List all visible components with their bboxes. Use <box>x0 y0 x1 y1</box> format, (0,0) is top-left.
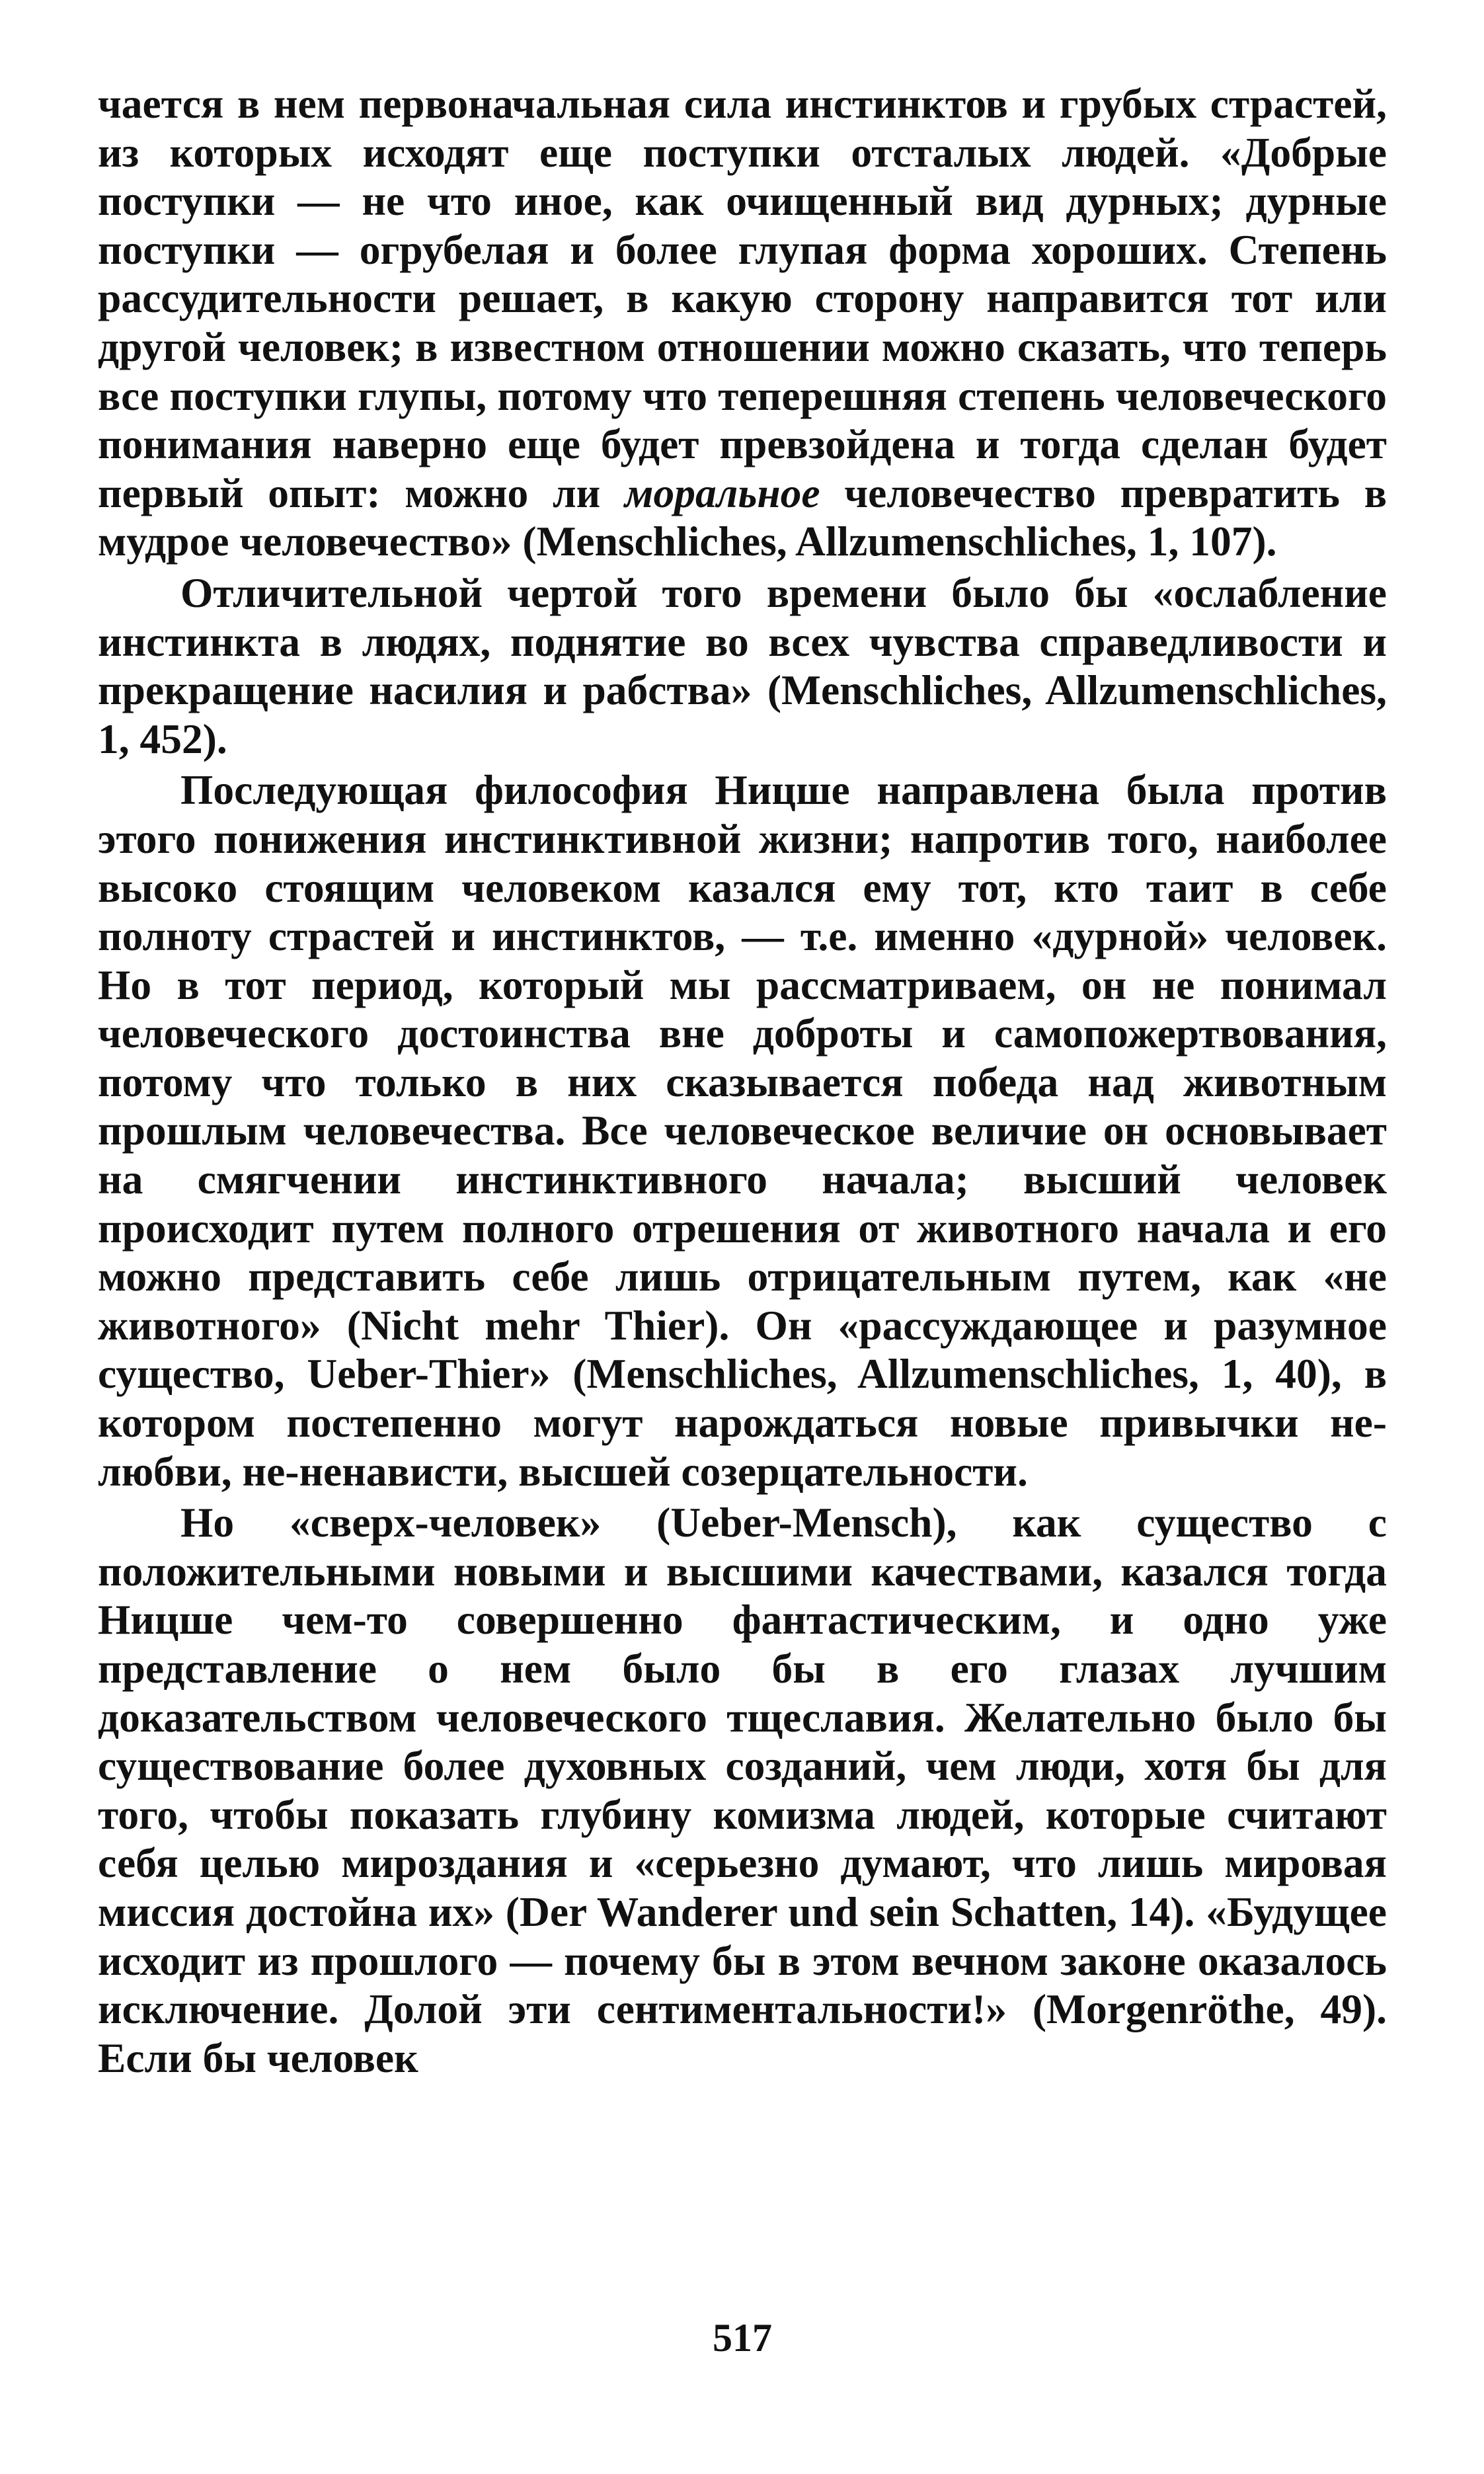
paragraph-2: Отличительной чертой того времени было бы «ослабление инстинкта в людях, поднятие во всех чувства справедливости и прекращение насилия и рабства» (Menschliches, Allzumenschliches, 1, 452). <box>98 569 1387 762</box>
page-number: 517 <box>713 2316 772 2360</box>
paragraph-1: чается в нем первоначальная сила инстинктов и грубых страстей, из которых исходят еще поступки отсталых людей. «Добрые поступки — не что иное, как очищенный вид дурных; дурные поступки — огрубелая и более глупая форма хороших. Степень рассудительности решает, в какую сторону направится тот или другой человек; в известном отношении можно сказать, что теперь все поступки глупы, потому что теперешняя степень человеческого понимания наверно еще будет превзойдена и тогда сделан будет первый опыт: можно ли моральное человечество превратить в мудрое человечество» (Menschliches, Allzumenschliches, 1, 107). <box>98 80 1387 565</box>
paragraph-4: Но «сверх-человек» (Ueber-Mensch), как существо с положительными новыми и высшими качествами, казался тогда Ницше чем-то совершенно фантастическим, и одно уже представление о нем было бы в его глазах лучшим доказательством человеческого тщеславия. Желательно было бы существование более духовных созданий, чем люди, хотя бы для того, чтобы показать глубину комизма людей, которые считают себя целью мироздания и «серьезно думают, что лишь мировая миссия достойна их» (Der Wanderer und sein Schatten, 14). «Будущее исходит из прошлого — почему бы в этом вечном законе оказалось исключение. Долой эти сентиментальности!» (Morgenröthe, 49). Если бы человек <box>98 1499 1387 2081</box>
paragraph-3: Последующая философия Ницше направлена была против этого понижения инстинктивной жизни; напротив того, наиболее высоко стоящим человеком казался ему тот, кто таит в себе полноту страстей и инстинктов, — т.е. именно «дурной» человек. Но в тот период, который мы рассматриваем, он не понимал человеческого достоинства вне доброты и самопожертвования, потому что только в них сказывается победа над животным прошлым человечества. Все человеческое величие он основывает на смягчении инстинктивного начала; высший человек происходит путем полного отрешения от животного начала и его можно представить себе лишь отрицательным путем, как «не животного» (Nicht mehr Thier). Он «рассуждающее и разумное существо, Ueber-Thier» (Menschliches, Allzumenschliches, 1, 40), в котором постепенно могут нарождаться новые привычки не-любви, не-ненависти, высшей созерцательности. <box>98 766 1387 1495</box>
body-text <box>98 79 1387 2082</box>
document-page <box>98 79 1387 2433</box>
